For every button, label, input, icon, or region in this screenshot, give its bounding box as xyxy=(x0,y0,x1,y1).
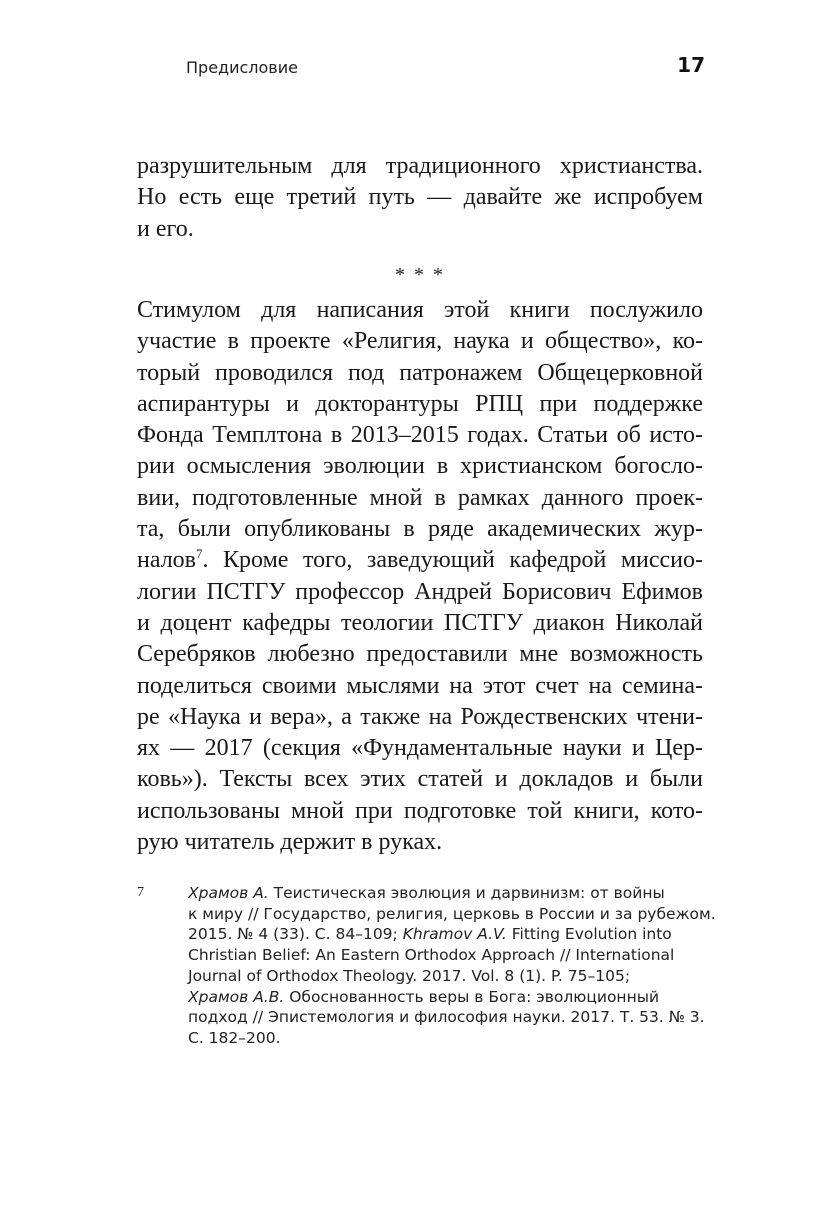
paragraph-line: участие в проекте «Религия, наука и общество», ко- xyxy=(137,328,703,355)
paragraph-line: рую читатель держит в руках. xyxy=(137,829,443,856)
footnote-body xyxy=(188,883,716,1049)
footnote-line: подход // Эпистемология и философия науки. 2017. Т. 53. № 3. xyxy=(188,1008,705,1027)
footnote-line: к миру // Государство, религия, церковь в России и за рубежом. xyxy=(188,904,716,923)
footnote-line: Christian Belief: An Eastern Orthodox Approach // International xyxy=(188,946,675,965)
paragraph-line: разрушительным для традиционного христианства. xyxy=(137,153,703,179)
paragraph-1 xyxy=(137,151,703,245)
paragraph-line: логии ПСТГУ профессор Андрей Борисович Ефимов xyxy=(137,578,703,605)
author-name: Khramov A.V. xyxy=(402,925,507,944)
paragraph-line: использованы мной при подготовке той книги, кото- xyxy=(137,797,703,824)
paragraph-line: рии осмысления эволюции в христианском богосло- xyxy=(137,453,703,480)
paragraph-line: поделиться своими мыслями на этот счет на семина- xyxy=(137,672,703,699)
footnote xyxy=(137,883,716,1049)
line-rest: Кроме того, заведующий кафедрой миссио- xyxy=(223,547,703,574)
footnote-reference[interactable]: 7 xyxy=(196,546,203,562)
running-head: Предисловие xyxy=(186,58,298,77)
footnote-number: 7 xyxy=(137,885,144,900)
page-number: 17 xyxy=(677,53,705,77)
footnote-line: Journal of Orthodox Theology. 2017. Vol. 8 (1). P. 75–105; xyxy=(188,966,631,985)
paragraph-line: вии, подготовленные мной в рамках данного проек- xyxy=(137,484,703,511)
paragraph-line: и его. xyxy=(137,215,194,242)
paragraph-line: Серебряков любезно предоставили мне возможность xyxy=(137,641,703,668)
paragraph-line: ре «Наука и вера», а также на Рождественских чтени- xyxy=(137,703,703,730)
line-prefix: налов xyxy=(137,547,197,574)
paragraph-2 xyxy=(137,295,703,858)
paragraph-line: торый проводился под патронажем Общецерковной xyxy=(137,359,703,386)
paragraph-line: Стимулом для написания этой книги послужило xyxy=(137,297,703,323)
paragraph-line: Но есть еще третий путь — давайте же испробуем xyxy=(137,184,703,211)
footnote-text: Fitting Evolution into xyxy=(506,925,672,944)
paragraph-line: та, были опубликованы в ряде академических жур- xyxy=(137,516,703,543)
paragraph-line: ковь»). Тексты всех этих статей и докладов и были xyxy=(137,766,703,793)
paragraph-line: аспирантуры и докторантуры РПЦ при поддержке xyxy=(137,390,703,417)
footnote-text: Обоснованность веры в Бога: эволюционный xyxy=(284,987,660,1006)
footnote-line xyxy=(188,987,703,1008)
paragraph-line: налов$^7$. Кроме того, заведующий кафедрой миссио- xyxy=(137,546,703,574)
author-name: Храмов А.В. xyxy=(188,987,285,1006)
paragraph-line: ях — 2017 (секция «Фундаментальные науки и Цер- xyxy=(137,735,703,762)
footnote-text: 2015. № 4 (33). С. 84–109; xyxy=(188,925,403,944)
section-separator: * * * xyxy=(395,264,445,286)
author-name: Храмов А. xyxy=(188,884,269,902)
footnote-line: С. 182–200. xyxy=(188,1028,281,1047)
footnote-line xyxy=(188,883,703,904)
paragraph-line: Фонда Темплтона в 2013–2015 годах. Статьи об исто- xyxy=(137,422,703,449)
footnote-text: Теистическая эволюция и дарвинизм: от войны xyxy=(268,884,665,902)
footnote-line xyxy=(188,924,703,945)
paragraph-line: и доцент кафедры теологии ПСТГУ диакон Николай xyxy=(137,609,703,636)
